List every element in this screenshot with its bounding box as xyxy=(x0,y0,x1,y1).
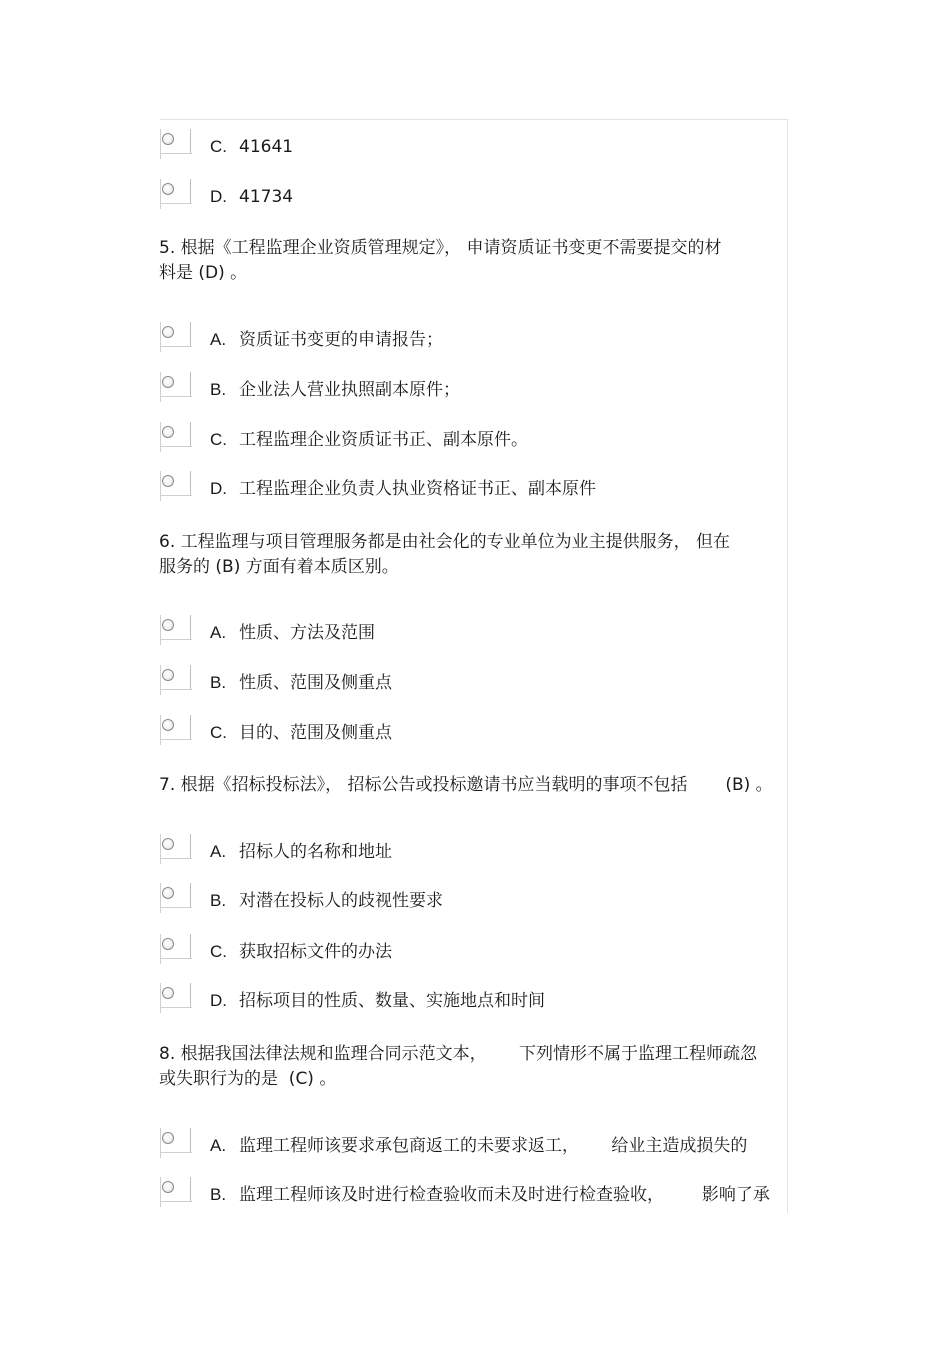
radio-button[interactable] xyxy=(160,1177,194,1209)
option-letter: B. xyxy=(210,380,227,399)
radio-circle-icon xyxy=(162,887,174,899)
radio-button[interactable] xyxy=(160,129,194,161)
radio-circle-icon xyxy=(162,669,174,681)
option-q7-c[interactable] xyxy=(160,942,790,976)
option-text: 招标项目的性质、数量、实施地点和时间 xyxy=(239,991,545,1011)
option-letter: A. xyxy=(210,623,227,642)
radio-button[interactable] xyxy=(160,322,194,354)
option-letter: C. xyxy=(210,723,227,742)
radio-circle-icon xyxy=(162,719,174,731)
option-q5-b[interactable] xyxy=(160,380,790,414)
radio-button[interactable] xyxy=(160,834,194,866)
radio-circle-icon xyxy=(162,426,174,438)
option-letter: A. xyxy=(210,1136,227,1155)
option-q7-a[interactable] xyxy=(160,842,790,876)
option-q6-c[interactable] xyxy=(160,723,790,757)
option-letter: B. xyxy=(210,891,227,910)
option-q4-c[interactable] xyxy=(160,137,790,171)
option-text: 监理工程师该及时进行检查验收而未及时进行检查验收， 影响了承 xyxy=(239,1185,770,1205)
option-text: 性质、范围及侧重点 xyxy=(239,673,392,693)
radio-circle-icon xyxy=(162,619,174,631)
option-letter: C. xyxy=(210,942,227,961)
radio-circle-icon xyxy=(162,326,174,338)
radio-circle-icon xyxy=(162,987,174,999)
radio-button[interactable] xyxy=(160,372,194,404)
radio-circle-icon xyxy=(162,376,174,388)
option-text: 获取招标文件的办法 xyxy=(239,942,392,962)
radio-button[interactable] xyxy=(160,665,194,697)
option-text: 企业法人营业执照副本原件； xyxy=(239,380,460,400)
option-q4-d[interactable] xyxy=(160,187,790,221)
question-7-line-1: 7. 根据《招标投标法》， 招标公告或投标邀请书应当载明的事项不包括 (B) 。 xyxy=(159,775,773,795)
option-text: 监理工程师该要求承包商返工的未要求返工， 给业主造成损失的 xyxy=(239,1136,748,1156)
radio-circle-icon xyxy=(162,838,174,850)
question-8-line-1: 8. 根据我国法律法规和监理合同示范文本， 下列情形不属于监理工程师疏忽 xyxy=(159,1044,758,1064)
question-6-line-1: 6. 工程监理与项目管理服务都是由社会化的专业单位为业主提供服务， 但在 xyxy=(159,532,731,552)
option-text: 41734 xyxy=(239,187,294,207)
radio-button[interactable] xyxy=(160,934,194,966)
option-letter: D. xyxy=(210,187,227,206)
option-text: 资质证书变更的申请报告； xyxy=(239,330,443,350)
option-q6-b[interactable] xyxy=(160,673,790,707)
radio-button[interactable] xyxy=(160,883,194,915)
option-letter: A. xyxy=(210,842,227,861)
option-text: 招标人的名称和地址 xyxy=(239,842,392,862)
option-letter: B. xyxy=(210,673,227,692)
question-8-line-2: 或失职行为的是 (C) 。 xyxy=(159,1069,337,1089)
radio-circle-icon xyxy=(162,1181,174,1193)
radio-circle-icon xyxy=(162,938,174,950)
option-text: 目的、范围及侧重点 xyxy=(239,723,392,743)
radio-circle-icon xyxy=(162,1132,174,1144)
option-text: 工程监理企业资质证书正、副本原件。 xyxy=(239,430,528,450)
option-letter: D. xyxy=(210,991,227,1010)
option-q7-d[interactable] xyxy=(160,991,790,1025)
option-q5-c[interactable] xyxy=(160,430,790,464)
option-text: 工程监理企业负责人执业资格证书正、副本原件 xyxy=(239,479,596,499)
option-letter: C. xyxy=(210,430,227,449)
radio-button[interactable] xyxy=(160,471,194,503)
radio-circle-icon xyxy=(162,475,174,487)
option-letter: A. xyxy=(210,330,227,349)
radio-circle-icon xyxy=(162,133,174,145)
option-text: 对潜在投标人的歧视性要求 xyxy=(239,891,443,911)
radio-button[interactable] xyxy=(160,422,194,454)
option-q5-a[interactable] xyxy=(160,330,790,364)
radio-button[interactable] xyxy=(160,1128,194,1160)
option-q8-b[interactable] xyxy=(160,1185,790,1219)
question-5-line-2: 料是 (D) 。 xyxy=(159,263,248,283)
option-letter: C. xyxy=(210,137,227,156)
option-letter: B. xyxy=(210,1185,227,1204)
radio-button[interactable] xyxy=(160,983,194,1015)
question-5-line-1: 5. 根据《工程监理企业资质管理规定》， 申请资质证书变更不需要提交的材 xyxy=(159,238,722,258)
option-text: 性质、方法及范围 xyxy=(239,623,375,643)
option-q8-a[interactable] xyxy=(160,1136,790,1170)
option-letter: D. xyxy=(210,479,227,498)
radio-button[interactable] xyxy=(160,715,194,747)
option-q7-b[interactable] xyxy=(160,891,790,925)
radio-button[interactable] xyxy=(160,615,194,647)
option-q6-a[interactable] xyxy=(160,623,790,657)
radio-button[interactable] xyxy=(160,179,194,211)
radio-circle-icon xyxy=(162,183,174,195)
option-text: 41641 xyxy=(239,137,294,157)
question-6-line-2: 服务的 (B) 方面有着本质区别。 xyxy=(159,557,399,577)
option-q5-d[interactable] xyxy=(160,479,790,513)
